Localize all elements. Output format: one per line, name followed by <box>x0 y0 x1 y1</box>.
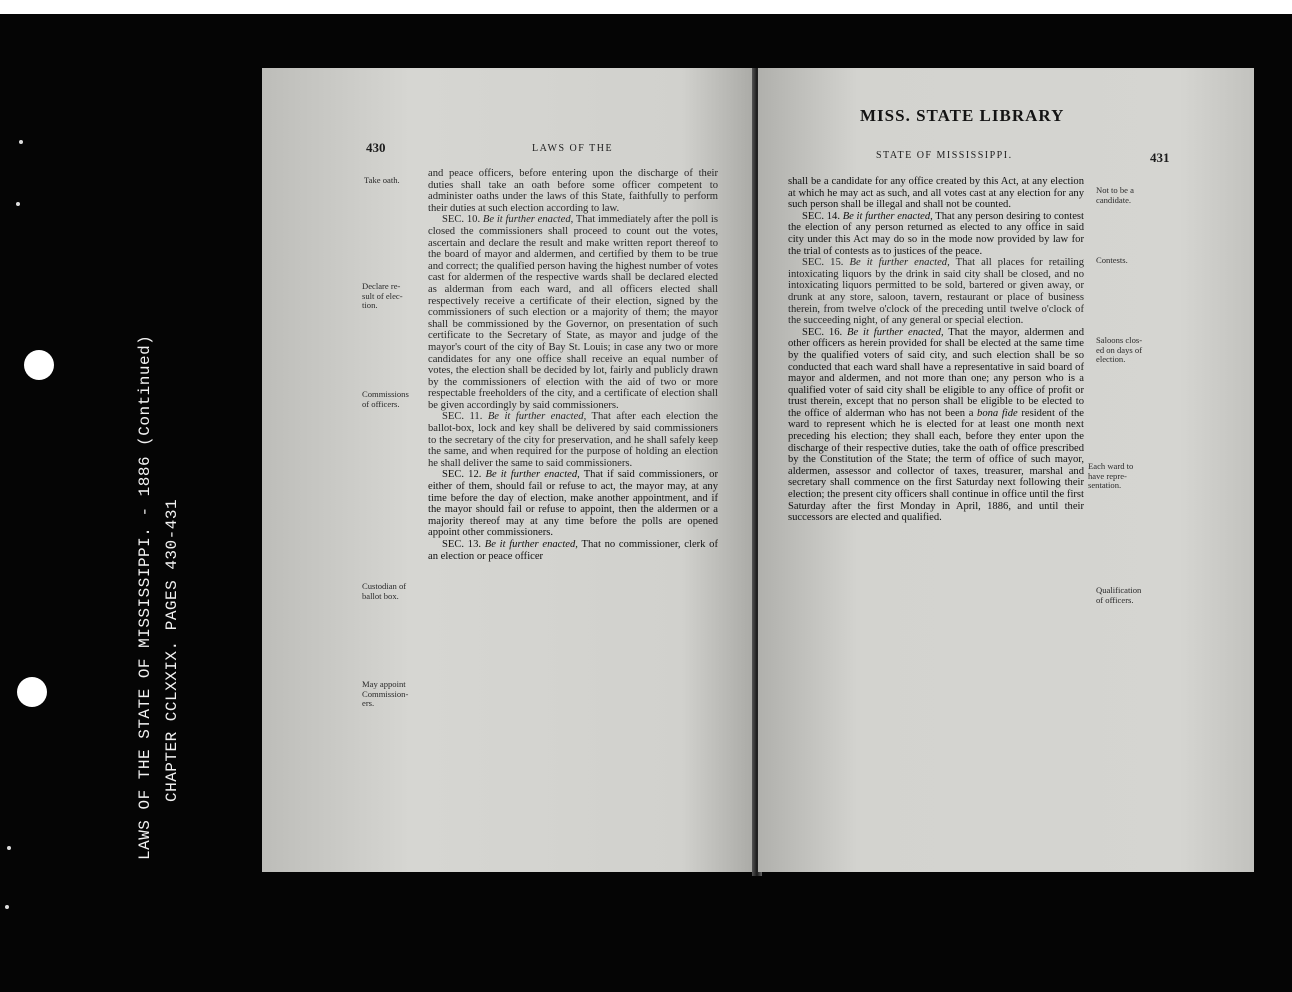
caption-line-title: LAWS OF THE STATE OF MISSISSIPPI. - 1886 (Continued) <box>136 334 154 860</box>
section-text: That immediately after the poll is closed the commissioners shall proceed to count out the votes, ascertain and declare the result and make written report thereof to the board of mayor and aldermen, and certified by them to be true and correct; the qualified person having the highest number of votes cast for aldermen of the respective wards shall be declared elected as alderman from each ward, and all officers elected shall respectively receive a certificate of their election, signed by the commissioners of such election or a majority of them; the mayor shall be commissioned by the Governor, on presentation of such certificate to the Secretary of State, as mayor and judge of the mayor's court of the city of Bay St. Louis; in case any two or more candidates for any one office shall receive an equal number of votes, the election shall be decided by lot, fairly and publicly drawn by the commissioners of election with the aid of two or more respectable freeholders of the city, and a certificate of election shall be given accordingly by said commissioners. <box>428 214 718 411</box>
section-number: SEC. 12. <box>442 469 482 481</box>
section-13 <box>428 539 718 562</box>
film-speck <box>7 846 11 850</box>
margin-note-qualification: Qualification of officers. <box>1096 585 1142 605</box>
film-speck <box>16 202 20 206</box>
enacting-clause: Be it further enacted, <box>487 411 587 423</box>
margin-note-saloons: Saloons clos- ed on days of election. <box>1096 335 1143 364</box>
section-number: SEC. 15. <box>802 257 844 269</box>
bona-fide-term: bona fide <box>977 407 1018 419</box>
section-text: That no commissioner, clerk of an election or peace officer <box>428 539 718 562</box>
margin-note-each-ward: Each ward to have repre- sentation. <box>1088 461 1134 490</box>
running-head: STATE OF MISSISSIPPI. <box>876 150 1013 161</box>
section-text: That any person desiring to contest the election of any person returned as elected to any office in said city under this Act may do so in the mode now provided by law for the trial of contests as to justices of the peace. <box>788 210 1084 257</box>
right-page-431 <box>758 68 1254 872</box>
section-number: SEC. 13. <box>442 539 482 550</box>
paragraph-continued: shall be a candidate for any office created by this Act, at any election at which he may act as such, and all votes cast at any election for any such person shall be illegal and shall not be counted. <box>788 176 1084 211</box>
margin-note-may-appoint: May appoint Commission- ers. <box>362 679 409 708</box>
page-number: 431 <box>1150 150 1170 165</box>
page-number: 430 <box>366 140 386 155</box>
film-speck <box>5 905 9 909</box>
margin-note-not-candidate: Not to be a candidate. <box>1096 185 1134 205</box>
section-15 <box>788 257 1084 327</box>
left-page-430 <box>262 68 756 872</box>
top-border-strip <box>0 0 1292 14</box>
binder-hole-upper <box>24 350 54 380</box>
section-number: SEC. 14. <box>802 210 840 222</box>
left-body-text <box>428 168 718 562</box>
margin-note-commissions: Commissions of officers. <box>362 389 409 409</box>
section-14 <box>788 211 1084 257</box>
section-11 <box>428 411 718 469</box>
right-body-text <box>788 176 1084 524</box>
section-text: That if said commissioners, or either of them, should fail or refuse to act, the mayor may, at any time before the day of election, make another appointment, and if the mayor should fail or refuse to appoint, then the aldermen or a majority thereof may at any time before the polls are opened appoint other commissioners. <box>428 469 718 539</box>
section-10 <box>428 214 718 411</box>
film-speck <box>19 140 23 144</box>
enacting-clause: Be it further enacted, <box>847 326 944 338</box>
enacting-clause: Be it further enacted, <box>849 257 950 269</box>
section-16 <box>788 327 1084 524</box>
binder-hole-lower <box>17 677 47 707</box>
section-number: SEC. 16. <box>802 326 843 338</box>
running-head: LAWS OF THE <box>532 143 614 154</box>
library-stamp: MISS. STATE LIBRARY <box>860 106 1065 125</box>
section-12 <box>428 469 718 539</box>
section-number: SEC. 10. <box>442 214 481 226</box>
section-text: That after each election the ballot-box, lock and key shall be delivered by said commissioners to the secretary of the city for preservation, and he shall safely keep the same, and when required for the purpose of holding an election he shall deliver the same to said commissioners. <box>428 411 718 469</box>
paragraph-continued: and peace officers, before entering upon the discharge of their duties shall take an oath before some officer competent to administer oaths under the laws of this State, faithfully to perform their duties at such election according to law. <box>428 168 718 214</box>
section-text-continued: resident of the ward to represent which he is elected for at least one month next preceding his election; they shall each, before they enter upon the discharge of their respective duties, take the oath of office prescribed by the Constitution of the State; the term of office of such mayor, aldermen, assessor and collector of taxes, treasurer, marshal and secretary shall commence on the first Saturday next following their election; the present city officers shall continue in office until the first Saturday after the first Monday in April, 1886, and until their successors are elected and qualified. <box>788 407 1084 524</box>
caption-line-chapter: CHAPTER CCLXXIX. PAGES 430-431 <box>163 498 181 802</box>
section-text: That all places for retailing intoxicating liquors by the drink in said city shall be closed, and no intoxicating liquors permitted to be sold, bartered or given away, or drunk at any store, saloon, tavern, restaurant or place of business therein, from twelve o'clock of the preceding until twelve o'clock of the succeeding night, of any general or special election. <box>788 257 1085 327</box>
section-text: That the mayor, aldermen and other officers as herein provided for shall be elected at the same time by the qualified voters of said city, and such election shall be so conducted that each ward shall have a representative in said board of mayor and aldermen, and not more than one; any person who is a qualified voter of said city shall be eligible to any office of profit or trust therein, except that no person shall be eligible to be elected to the office of alderman who has not been a <box>788 326 1084 419</box>
microfilm-side-caption <box>132 320 186 860</box>
section-number: SEC. 11. <box>442 411 483 423</box>
margin-note-custodian: Custodian of ballot box. <box>362 581 407 601</box>
enacting-clause: Be it further enacted, <box>482 214 574 226</box>
margin-note-declare-result: Declare re- sult of elec- tion. <box>362 281 403 310</box>
margin-note-take-oath: Take oath. <box>364 175 400 185</box>
enacting-clause: Be it further enacted, <box>842 210 933 222</box>
enacting-clause: Be it further enacted, <box>484 539 578 550</box>
margin-note-contests: Contests. <box>1096 255 1128 265</box>
enacting-clause: Be it further enacted, <box>485 469 580 481</box>
